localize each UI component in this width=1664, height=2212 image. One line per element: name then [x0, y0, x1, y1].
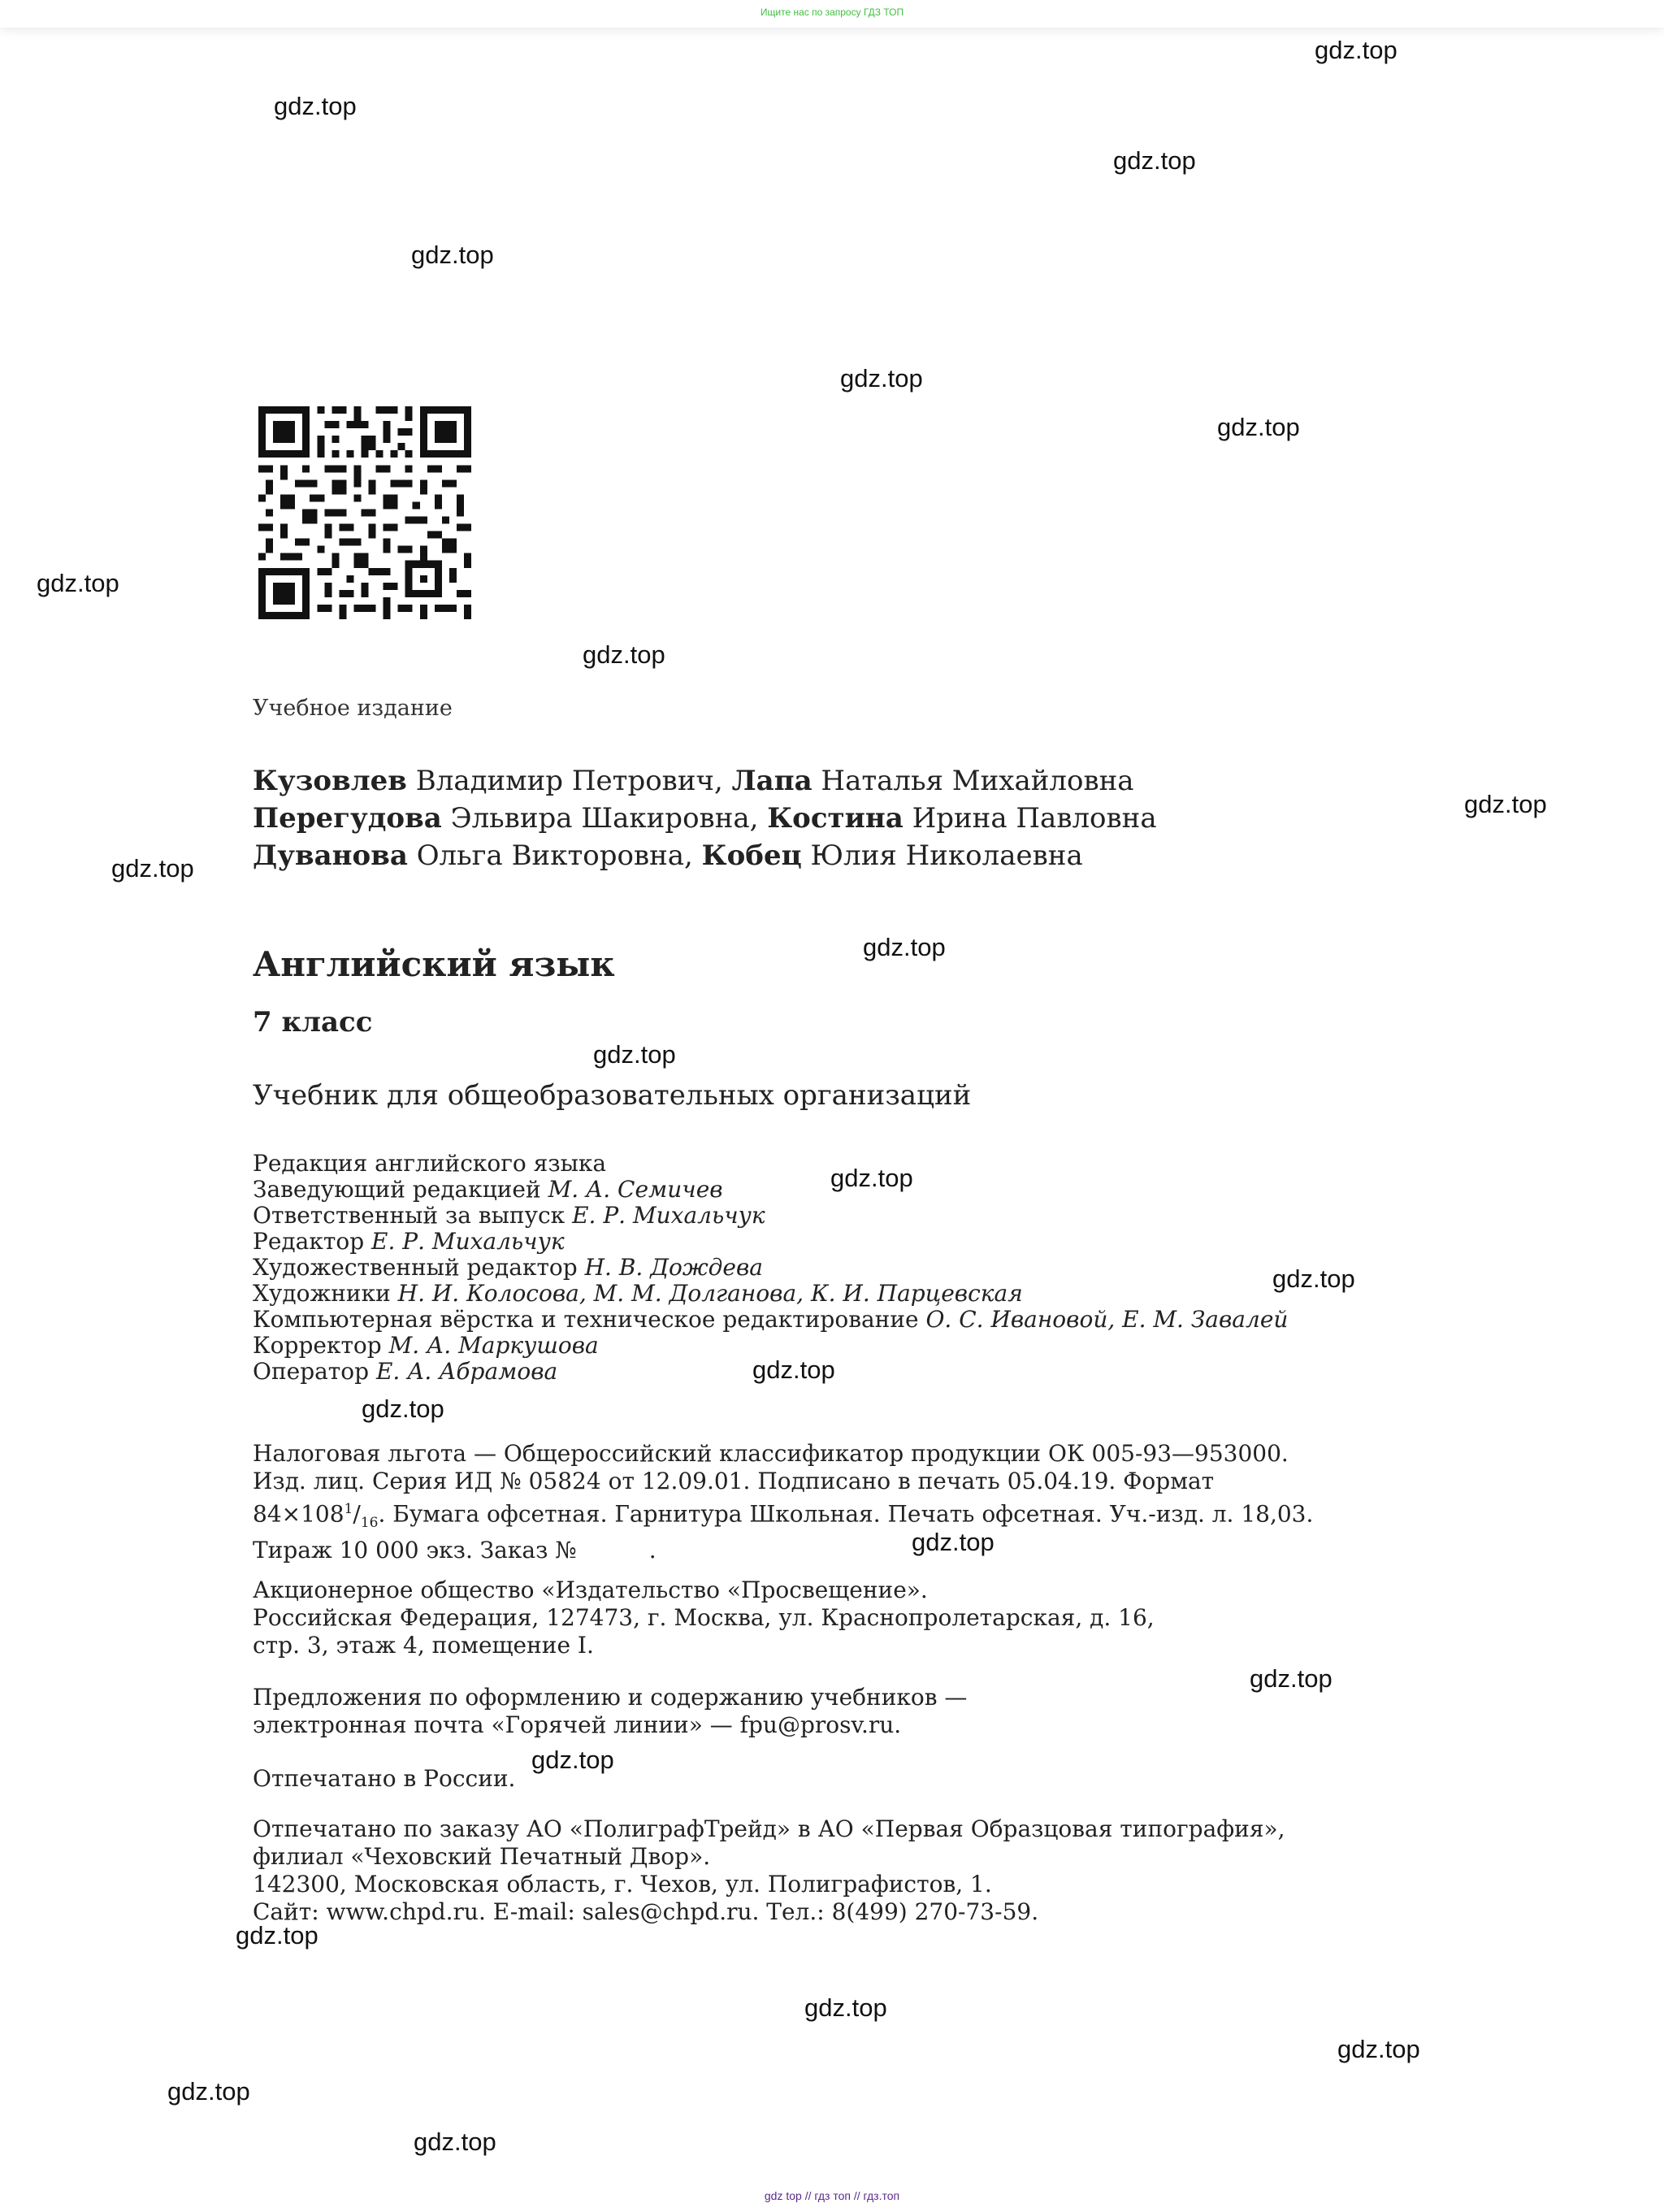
watermark: gdz.top	[37, 569, 119, 597]
author-surname: Кузовлев	[253, 765, 407, 797]
credit-line: Художественный редактор Н. В. Дождева	[253, 1254, 763, 1281]
printer	[253, 1815, 1285, 1926]
publisher-line: Российская Федерация, 127473, г. Москва, ул. Краснопролетарская, д. 16,	[253, 1604, 1155, 1631]
top-banner-text[interactable]: Ищите нас по запросу ГДЗ ТОП	[760, 7, 904, 18]
footer-separator: //	[853, 2189, 860, 2202]
watermark: gdz.top	[362, 1394, 444, 1423]
watermark: gdz.top	[414, 2127, 496, 2156]
credit-line: Корректор М. А. Маркушова	[253, 1332, 599, 1359]
watermark: gdz.top	[167, 2077, 250, 2106]
author-surname: Перегудова	[253, 802, 442, 835]
watermark: gdz.top	[1337, 2035, 1420, 2063]
book-title: Английский язык	[253, 944, 615, 984]
watermark: gdz.top	[593, 1040, 676, 1069]
author-name: Владимир Петрович,	[415, 765, 723, 797]
credit-line: Редакция английского языка	[253, 1150, 607, 1177]
author-line	[253, 762, 1157, 800]
credit-line: Редактор Е. Р. Михальчук	[253, 1228, 565, 1255]
author-surname: Дуванова	[253, 839, 408, 872]
edition-type: Учебное издание	[253, 696, 453, 721]
footer-separator: //	[804, 2189, 812, 2202]
printed-in: Отпечатано в России.	[253, 1765, 516, 1792]
authors	[253, 762, 1157, 874]
tech-line: $84\times 108^1/_{16}$. Бумага офсетная. Гарнитура Школьная. Печать офсетная. Уч.-изд. л. 18,03.	[253, 1500, 1314, 1531]
author-name: Юлия Николаевна	[810, 839, 1083, 872]
printer-line: 142300, Московская область, г. Чехов, ул. Полиграфистов, 1.	[253, 1871, 992, 1898]
author-name: Эльвира Шакировна,	[450, 802, 759, 835]
watermark: gdz.top	[1315, 36, 1398, 64]
author-surname: Костина	[767, 802, 904, 835]
proposals-line: электронная почта «Горячей линии» — fpu@prosv.ru.	[253, 1711, 902, 1738]
credit-line: Заведующий редакцией М. А. Семичев	[253, 1176, 723, 1203]
grade: 7 класс	[253, 1006, 373, 1039]
watermark: gdz.top	[1272, 1264, 1355, 1293]
author-name: Ольга Викторовна,	[416, 839, 693, 872]
qr-code-icon	[258, 406, 471, 619]
author-name: Ирина Павловна	[912, 802, 1157, 835]
publisher-line: стр. 3, этаж 4, помещение I.	[253, 1632, 594, 1659]
footer-link[interactable]: гдз.топ	[863, 2189, 900, 2202]
credit-line: Художники Н. И. Колосова, М. М. Долганова, К. И. Парцевская	[253, 1280, 1023, 1307]
watermark: gdz.top	[274, 92, 357, 120]
author-line	[253, 800, 1157, 837]
watermark: gdz.top	[752, 1355, 835, 1384]
publisher-line: Акционерное общество «Издательство «Просвещение».	[253, 1577, 928, 1603]
watermark: gdz.top	[583, 640, 665, 669]
top-banner	[0, 0, 1664, 28]
author-name: Наталья Михайловна	[821, 765, 1134, 797]
watermark: gdz.top	[804, 1993, 887, 2022]
proposals-line: Предложения по оформлению и содержанию учебников —	[253, 1684, 968, 1711]
watermark: gdz.top	[1464, 790, 1547, 818]
watermark: gdz.top	[1250, 1664, 1332, 1693]
watermark: gdz.top	[1217, 413, 1300, 441]
tech-line: Изд. лиц. Серия ИД № 05824 от 12.09.01. Подписано в печать 05.04.19. Формат	[253, 1468, 1215, 1494]
credit-line: Компьютерная вёрстка и техническое редактирование О. С. Ивановой, Е. М. Завалей	[253, 1306, 1289, 1333]
author-surname: Лапа	[731, 765, 812, 797]
author-line	[253, 837, 1157, 874]
credit-line: Оператор Е. А. Абрамова	[253, 1358, 558, 1385]
watermark: gdz.top	[863, 933, 946, 961]
watermark: gdz.top	[840, 364, 923, 393]
printer-line: Сайт: www.chpd.ru. E-mail: sales@chpd.ru. Тел.: 8(499) 270-73-59.	[253, 1898, 1039, 1925]
tech-line: Тираж 10 000 экз. Заказ № .	[253, 1536, 656, 1564]
watermark: gdz.top	[830, 1164, 913, 1192]
watermark: gdz.top	[531, 1746, 614, 1774]
watermark: gdz.top	[912, 1528, 994, 1556]
watermark: gdz.top	[236, 1921, 318, 1950]
footer-link[interactable]: gdz top	[764, 2189, 802, 2202]
printer-line: Отпечатано по заказу АО «ПолиграфТрейд» в АО «Первая Образцовая типография»,	[253, 1815, 1285, 1842]
footer-link[interactable]: гдз топ	[814, 2189, 851, 2202]
tech-line: Налоговая льгота — Общероссийский классификатор продукции ОК 005-93—953000.	[253, 1440, 1289, 1467]
credits	[253, 1151, 1288, 1385]
publisher	[253, 1577, 1155, 1659]
book-subtitle: Учебник для общеобразовательных организаций	[253, 1079, 972, 1112]
footer-links	[0, 2189, 1664, 2202]
printer-line: филиал «Чеховский Печатный Двор».	[253, 1843, 711, 1870]
proposals	[253, 1684, 967, 1739]
tech-info	[253, 1440, 1313, 1564]
watermark: gdz.top	[111, 854, 194, 883]
watermark: gdz.top	[1113, 146, 1196, 175]
author-surname: Кобец	[701, 839, 802, 872]
credit-line: Ответственный за выпуск Е. Р. Михальчук	[253, 1202, 765, 1229]
watermark: gdz.top	[411, 241, 494, 269]
